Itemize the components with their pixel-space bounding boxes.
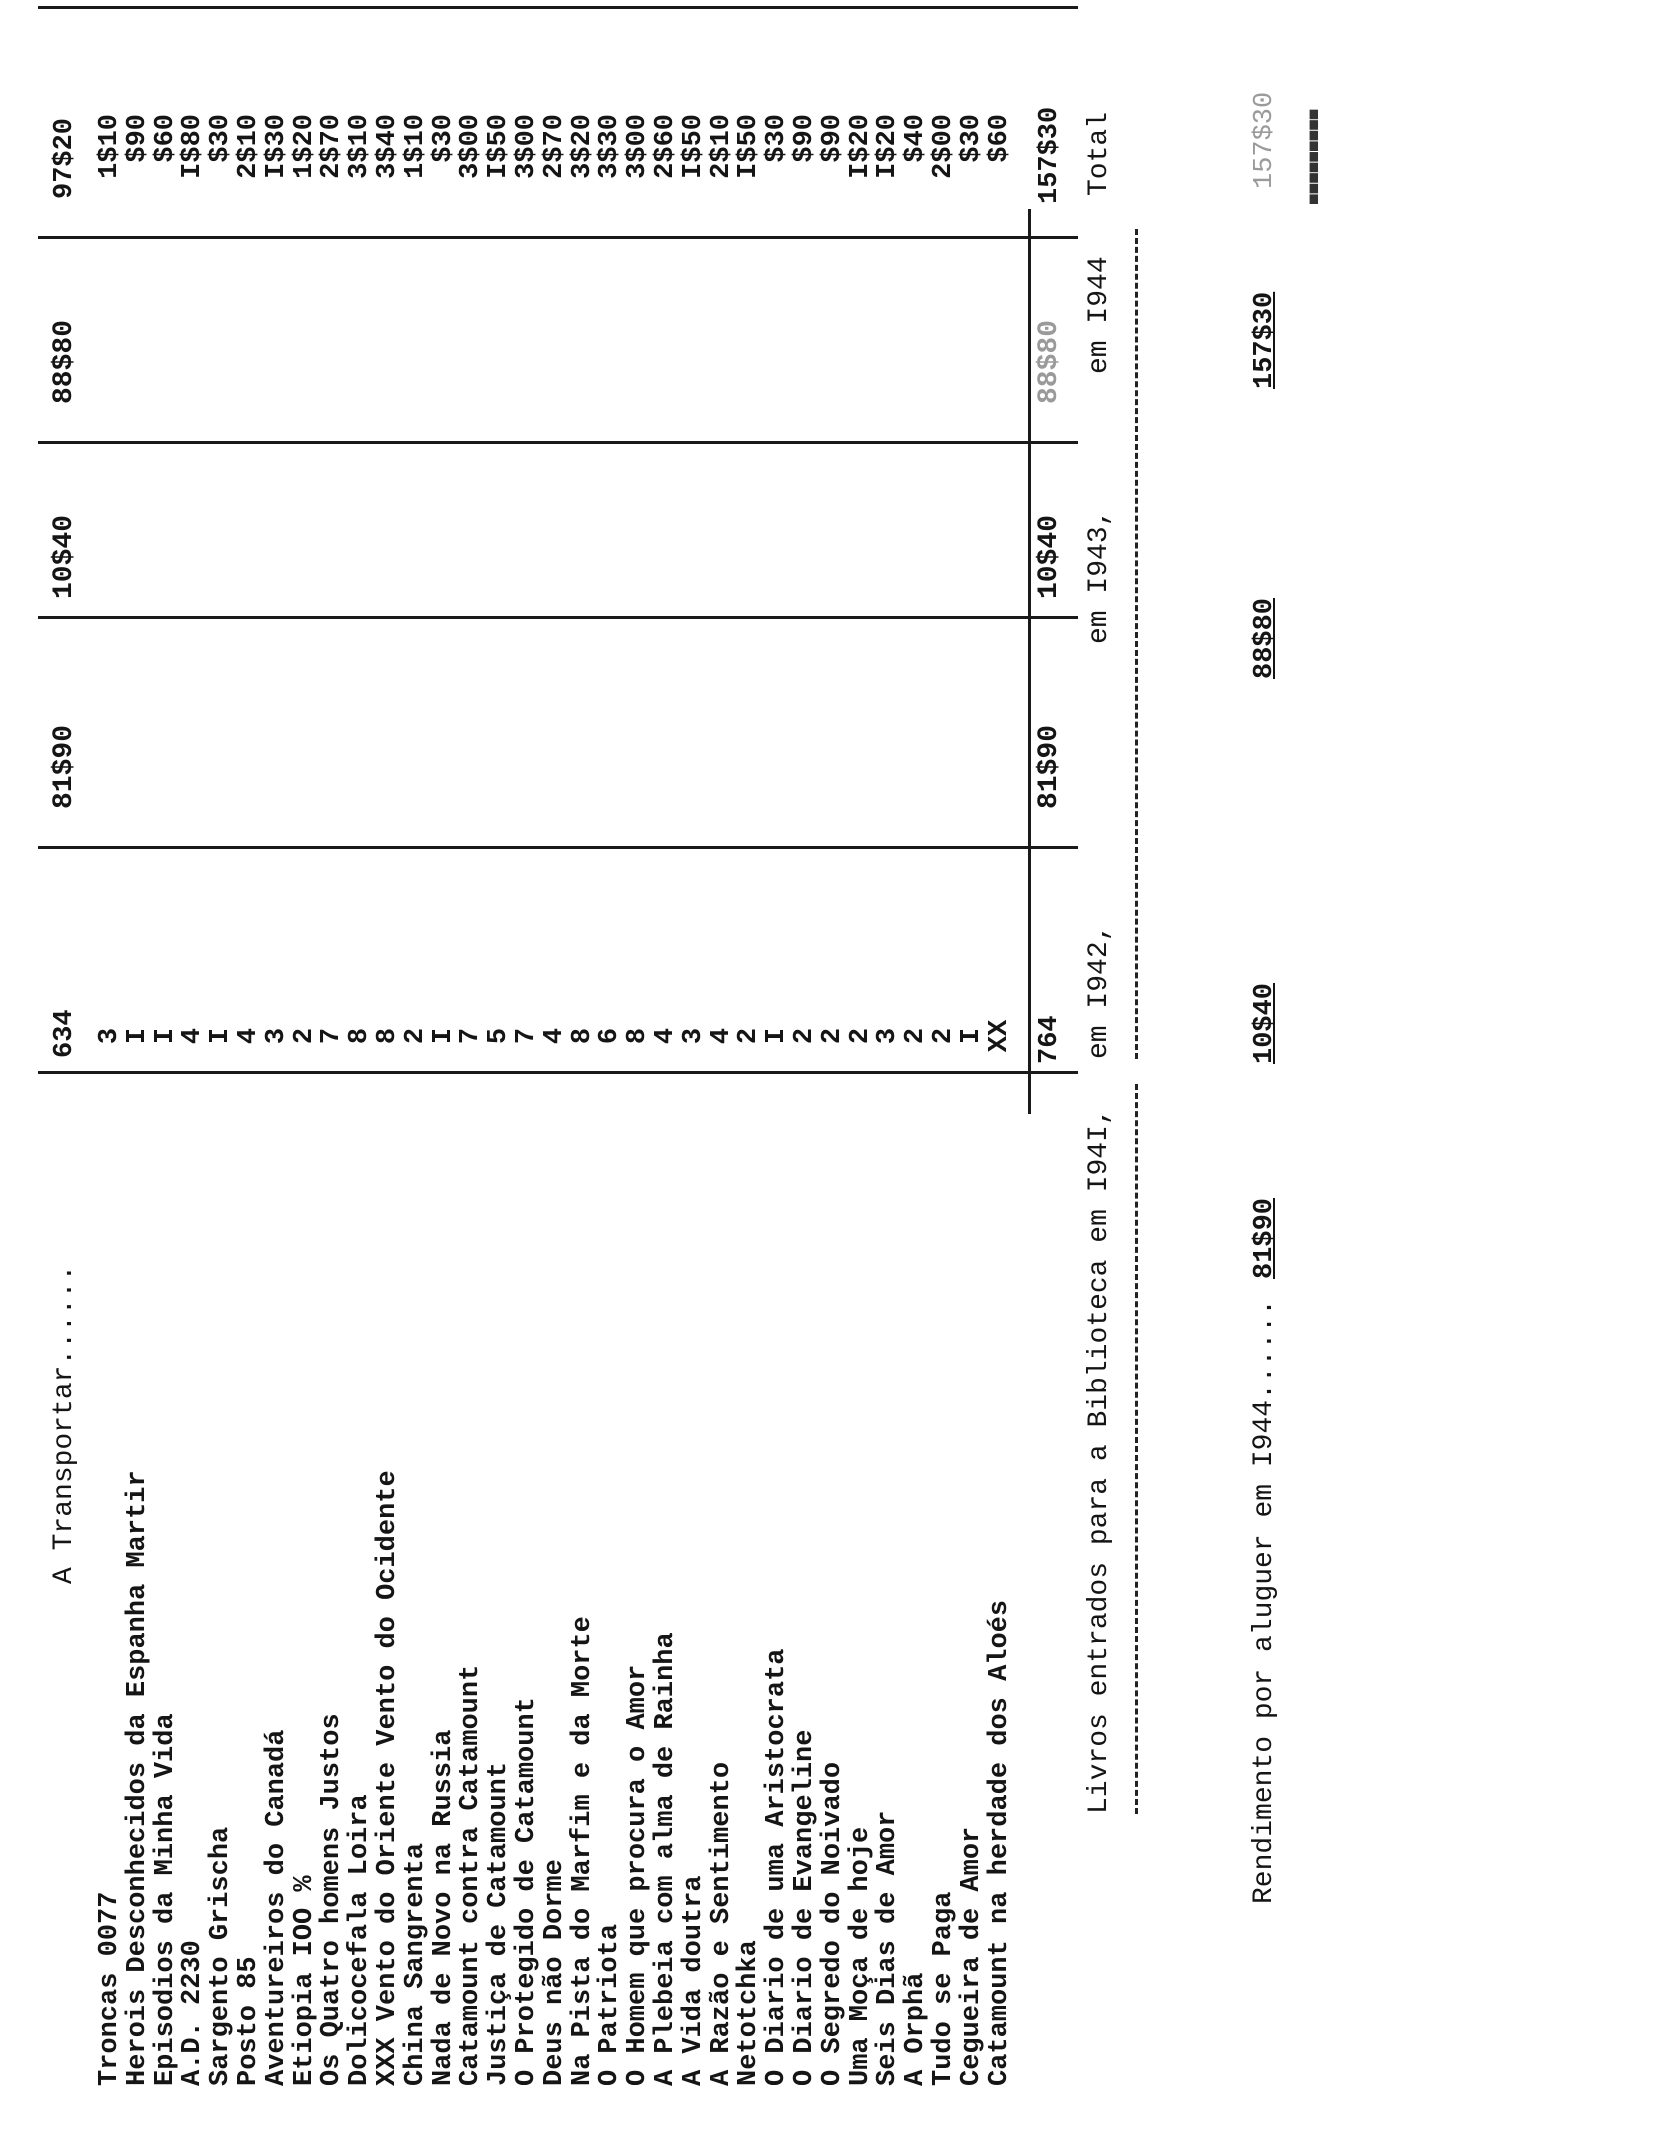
book-quantity: 8	[373, 1027, 403, 1045]
book-total: 3$20	[567, 114, 598, 179]
carry-qty: 634	[50, 1009, 80, 1058]
book-quantity: 6	[595, 1027, 626, 1045]
book-total: $60	[150, 114, 181, 163]
book-title: O Diario de uma Aristocrata	[762, 1648, 793, 2086]
book-quantity: 2	[400, 1027, 431, 1045]
book-total: I$20	[845, 114, 876, 179]
book-total: 3$00	[456, 114, 487, 179]
book-title: Seis Dias de Amor	[873, 1810, 904, 2086]
rent-1943: 10$40	[1250, 982, 1280, 1064]
book-quantity: 7	[512, 1027, 542, 1045]
book-total: $30	[762, 114, 793, 163]
entries-year-1942: em I942,	[1084, 924, 1115, 1059]
book-total: $90	[122, 114, 153, 163]
rule-total	[38, 6, 1078, 9]
rule-right	[38, 236, 1078, 239]
book-title: O Homem que procura o Amor	[623, 1664, 654, 2086]
book-quantity: I	[428, 1027, 459, 1045]
totals-1942: 81$90	[1034, 724, 1065, 809]
book-total: 3$00	[512, 114, 542, 179]
book-total: I$50	[734, 114, 765, 179]
book-total: 2$10	[706, 114, 737, 179]
book-quantity: I	[122, 1027, 153, 1045]
book-quantity: 2	[289, 1027, 320, 1045]
book-title: Troncas 0077	[95, 1891, 125, 2086]
book-title: Episodios da Minha Vida	[150, 1713, 181, 2086]
book-title: A Vida doutra	[678, 1875, 709, 2086]
book-quantity: 3	[873, 1027, 904, 1045]
stamp-marks: ▀▀▀▀▀▀▀▀▀	[1310, 108, 1328, 204]
book-title: Catamount contra Catamount	[456, 1664, 487, 2086]
rent-label: Rendimento por aluguer em I944......	[1249, 1299, 1280, 1904]
rent-1944: 88$80	[1250, 597, 1280, 679]
book-total: $30	[428, 114, 459, 163]
carry-1943: 10$40	[49, 514, 80, 599]
book-total: I$50	[484, 114, 515, 179]
book-total: I$30	[261, 114, 292, 179]
book-title: Os Quatro homens Justos	[317, 1713, 348, 2086]
book-total: $90	[817, 114, 848, 163]
book-quantity: 4	[234, 1027, 264, 1045]
book-title: Sargento Grischa	[206, 1826, 237, 2086]
totals-total: 157$30	[1035, 106, 1065, 204]
book-total: I$20	[873, 114, 904, 179]
carry-1942: 81$90	[49, 724, 80, 809]
faded-total-value: 157$30	[1250, 91, 1280, 189]
book-quantity: 2	[929, 1027, 959, 1045]
dashed-rule-2	[1135, 229, 1138, 1059]
book-title: Justiça de Catamount	[484, 1761, 515, 2086]
book-title: O Protegido de Catamount	[512, 1697, 542, 2086]
book-title: Netotchka	[734, 1940, 765, 2086]
book-quantity: 3	[678, 1027, 709, 1045]
book-quantity: I	[150, 1027, 181, 1045]
book-total: $40	[901, 114, 932, 163]
book-quantity: 7	[456, 1027, 487, 1045]
book-title: China Sangrenta	[400, 1842, 431, 2086]
carry-label: A Transportar......	[49, 1264, 80, 1584]
book-title: O Diario de Evangeline	[790, 1729, 820, 2086]
book-total: 3$40	[373, 114, 403, 179]
book-total: 2$10	[234, 114, 264, 179]
book-title: XXX Vento do Oriente Vento do Ocidente	[373, 1470, 403, 2086]
totals-1943: 10$40	[1034, 514, 1065, 599]
book-title: Cegueira de Amor	[956, 1826, 987, 2086]
book-total: $30	[206, 114, 237, 163]
book-title: Uma Moça de hoje	[845, 1826, 876, 2086]
book-quantity: 3	[95, 1027, 125, 1045]
book-quantity: 4	[706, 1027, 737, 1045]
entries-year-1943: em I943,	[1084, 509, 1115, 644]
book-total: 2$70	[317, 114, 348, 179]
book-total: 2$00	[929, 114, 959, 179]
total-label: Total	[1084, 111, 1115, 196]
book-quantity: 8	[345, 1027, 376, 1045]
book-quantity: 3	[261, 1027, 292, 1045]
totals-1944: 88$80	[1034, 319, 1065, 404]
book-total: I$50	[678, 114, 709, 179]
book-quantity: 4	[539, 1027, 570, 1045]
book-total: 2$60	[651, 114, 681, 179]
book-title: Catamount na herdade dos Aloés	[984, 1599, 1015, 2086]
rule-col-1942	[38, 846, 1078, 849]
book-title: Na Pista do Marfim e da Morte	[567, 1616, 598, 2086]
book-title: Posto 85	[234, 1956, 264, 2086]
book-title: Nada de Novo na Russia	[428, 1729, 459, 2086]
book-quantity: I	[206, 1027, 237, 1045]
entries-year-1944: em I944	[1084, 256, 1115, 374]
book-total: $90	[790, 114, 820, 163]
book-total: 1$10	[400, 114, 431, 179]
rent-total: 157$30	[1250, 291, 1280, 389]
book-total: I$80	[178, 114, 209, 179]
book-title: A Orphã	[901, 1972, 932, 2086]
totals-qty: 764	[1035, 1015, 1065, 1064]
rule-col-1944	[38, 441, 1078, 444]
rule-col-1943	[38, 616, 1078, 619]
book-total: 2$70	[539, 114, 570, 179]
book-quantity: 2	[734, 1027, 765, 1045]
book-title: Deus não Dorme	[539, 1859, 570, 2086]
book-quantity: 2	[817, 1027, 848, 1045]
book-quantity: 8	[623, 1027, 654, 1045]
book-total: 3$00	[623, 114, 654, 179]
book-quantity: XX	[984, 1019, 1015, 1053]
dashed-rule-1	[1135, 1084, 1138, 1814]
book-quantity: 2	[790, 1027, 820, 1045]
book-title: A.D. 2230	[178, 1940, 209, 2086]
carry-total: 97$20	[50, 117, 80, 199]
book-quantity: 5	[484, 1027, 515, 1045]
book-title: Tudo se Paga	[929, 1891, 959, 2086]
book-quantity: 4	[178, 1027, 209, 1045]
book-quantity: I	[762, 1027, 793, 1045]
book-quantity: 2	[845, 1027, 876, 1045]
book-title: A Plebeia com alma de Rainha	[651, 1632, 681, 2086]
book-title: Dolicocefala Loira	[345, 1794, 376, 2086]
book-total: $60	[984, 114, 1015, 163]
rule-left	[38, 1071, 1078, 1074]
book-title: O Segredo do Noivado	[817, 1761, 848, 2086]
rent-1942: 81$90	[1250, 1197, 1280, 1279]
book-quantity: I	[956, 1027, 987, 1045]
book-total: 3$10	[345, 114, 376, 179]
book-title: A Razão e Sentimento	[706, 1761, 737, 2086]
book-title: Herois Desconhecidos da Espanha Martir	[122, 1470, 153, 2086]
book-total: 3$30	[595, 114, 626, 179]
totals-rule	[1028, 209, 1031, 1114]
book-total: 1$20	[289, 114, 320, 179]
entries-label: Livros entrados para a Biblioteca em I94I,	[1084, 1108, 1115, 1814]
book-title: Aventureiros do Canadá	[261, 1729, 292, 2086]
book-quantity: 2	[901, 1027, 932, 1045]
book-title: Etiopia IOO %	[289, 1875, 320, 2086]
book-total: 1$10	[95, 114, 125, 179]
book-quantity: 8	[567, 1027, 598, 1045]
book-quantity: 4	[651, 1027, 681, 1045]
book-title: O Patriota	[595, 1923, 626, 2086]
book-total: $30	[956, 114, 987, 163]
carry-1944: 88$80	[49, 319, 80, 404]
book-quantity: 7	[317, 1027, 348, 1045]
